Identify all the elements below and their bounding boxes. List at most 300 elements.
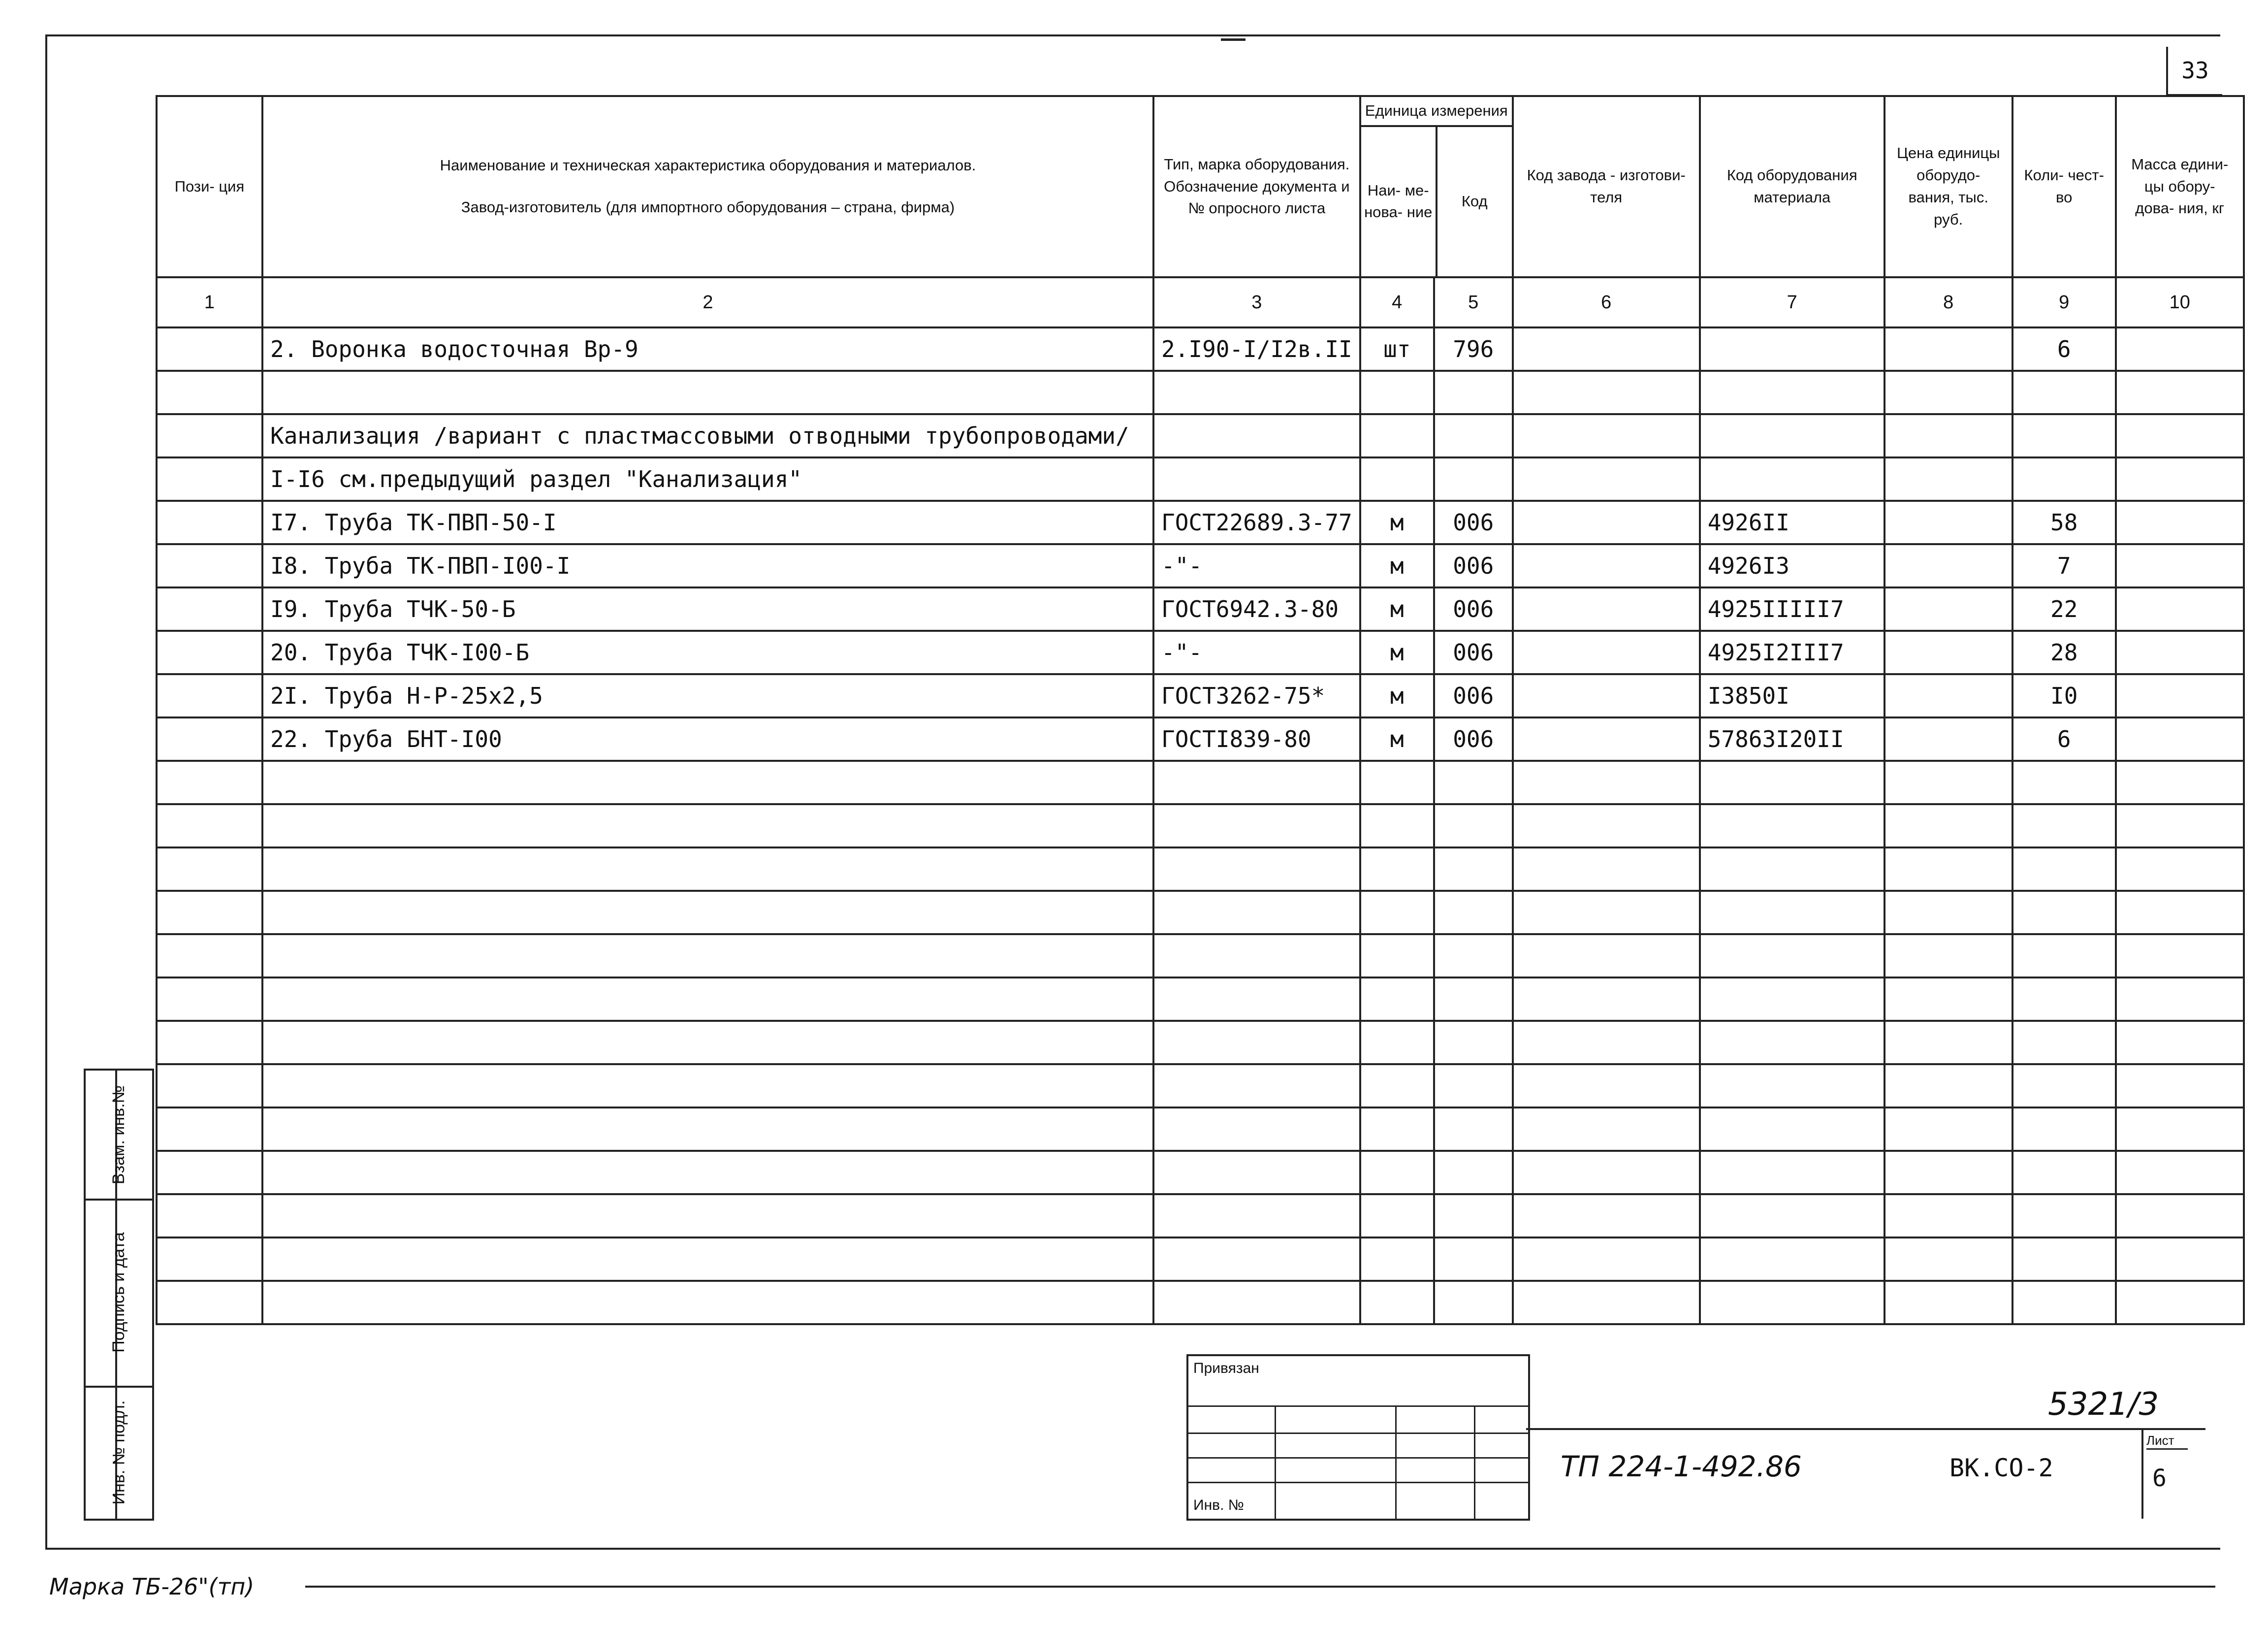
cell-qty [2012,977,2116,1021]
cell-doc: ГОСТ6942.3-80 [1153,587,1360,631]
cell-mass [2116,977,2244,1021]
cell-price [1885,1064,2012,1107]
cell-unit [1360,457,1434,501]
cell-pos [157,977,262,1021]
cell-equip-code [1700,1281,1885,1324]
cell-qty [2012,457,2116,501]
cell-plant-code [1513,631,1700,674]
cell-qty: 7 [2012,544,2116,587]
header-quantity: Коли- чест- во [2012,96,2116,277]
cell-pos [157,501,262,544]
cell-pos [157,1194,262,1237]
cell-unit: м [1360,717,1434,761]
cell-equip-code: I3850I [1700,674,1885,717]
cell-price [1885,371,2012,414]
cell-doc [1153,1107,1360,1151]
top-dash-mark [1221,38,1246,41]
cell-plant-code [1513,1064,1700,1107]
cell-equip-code: 4926I3 [1700,544,1885,587]
cell-doc [1153,804,1360,847]
table-row [157,501,2244,544]
sheet-box [2141,1430,2191,1519]
cell-pos [157,891,262,934]
cell-price [1885,1021,2012,1064]
cell-mass [2116,1237,2244,1281]
cell-doc [1153,934,1360,977]
cell-price [1885,457,2012,501]
cell-unit-code [1434,1064,1513,1107]
cell-equip-code [1700,804,1885,847]
blank-row [157,891,2244,934]
cell-unit [1360,1194,1434,1237]
cell-price [1885,1151,2012,1194]
cell-plant-code [1513,1107,1700,1151]
cell-unit-code [1434,414,1513,457]
cell-doc: ГОСТ22689.3-77 [1153,501,1360,544]
cell-unit [1360,1107,1434,1151]
column-number: 10 [2116,277,2244,327]
cell-unit-code [1434,1107,1513,1151]
cell-price [1885,804,2012,847]
blank-row [157,761,2244,804]
table-row [157,674,2244,717]
cell-unit-code [1434,804,1513,847]
side-label-inv-original: Инв. № подл. [109,1400,128,1504]
cell-plant-code [1513,934,1700,977]
cell-equip-code: 4925IIIII7 [1700,587,1885,631]
format-mark: Марка ТБ-26"(тп) [49,1573,255,1600]
blank-row [157,1021,2244,1064]
cell-unit [1360,761,1434,804]
cell-doc [1153,1064,1360,1107]
cell-plant-code [1513,501,1700,544]
cell-qty [2012,1151,2116,1194]
blank-row [157,1107,2244,1151]
cell-price [1885,1194,2012,1237]
cell-plant-code [1513,977,1700,1021]
cell-doc [1153,1281,1360,1324]
cell-price [1885,891,2012,934]
cell-mass [2116,544,2244,587]
cell-plant-code [1513,804,1700,847]
cell-name [262,977,1153,1021]
cell-name [262,1281,1153,1324]
cell-pos [157,371,262,414]
cell-unit [1360,1237,1434,1281]
header-unit-name: Наи- ме- нова- ние [1361,127,1437,276]
cell-pos [157,544,262,587]
cell-doc [1153,891,1360,934]
cell-equip-code [1700,934,1885,977]
cell-pos [157,717,262,761]
cell-unit-code [1434,847,1513,891]
cell-mass [2116,414,2244,457]
cell-doc [1153,1021,1360,1064]
cell-unit-code [1434,891,1513,934]
cell-name [262,1151,1153,1194]
cell-qty [2012,847,2116,891]
cell-mass [2116,717,2244,761]
cell-doc [1153,457,1360,501]
cell-unit-code: 796 [1434,327,1513,371]
table-row [157,717,2244,761]
header-row [157,96,2244,277]
inventory-number: 5321/3 [2048,1386,2159,1423]
cell-qty [2012,761,2116,804]
cell-pos [157,1107,262,1151]
cell-mass [2116,934,2244,977]
cell-plant-code [1513,544,1700,587]
header-name [262,96,1153,277]
cell-name: 2. Воронка водосточная Вр-9 [262,327,1153,371]
cell-unit: шт [1360,327,1434,371]
cell-unit-code [1434,1237,1513,1281]
cell-name [262,804,1153,847]
cell-mass [2116,327,2244,371]
cell-qty [2012,1021,2116,1064]
cell-mass [2116,1281,2244,1324]
header-unit-code: Код [1461,193,1488,210]
cell-name: I8. Труба ТК-ПВП-I00-I [262,544,1153,587]
cell-doc [1153,414,1360,457]
cell-name [262,847,1153,891]
cell-doc [1153,1194,1360,1237]
side-label-replace-inv: Взам. инв.№ [109,1085,128,1184]
blank-row [157,1064,2244,1107]
cell-plant-code [1513,674,1700,717]
page-number: 33 [2166,47,2222,96]
cell-price [1885,761,2012,804]
cell-pos [157,1021,262,1064]
cell-unit-code: 006 [1434,631,1513,674]
cell-unit-code [1434,934,1513,977]
cell-plant-code [1513,327,1700,371]
cell-mass [2116,1107,2244,1151]
cell-price [1885,1107,2012,1151]
cell-name: 2I. Труба Н-Р-25х2,5 [262,674,1153,717]
column-number: 1 [157,277,262,327]
table-row [157,631,2244,674]
cell-unit-code: 006 [1434,674,1513,717]
cell-price [1885,847,2012,891]
cell-name [262,1107,1153,1151]
side-cell-inv [86,1386,152,1519]
cell-plant-code [1513,1281,1700,1324]
cell-unit-code [1434,457,1513,501]
cell-qty [2012,371,2116,414]
cell-equip-code [1700,977,1885,1021]
cell-doc [1153,977,1360,1021]
cell-price [1885,544,2012,587]
cell-qty [2012,891,2116,934]
column-number-row [157,277,2244,327]
cell-unit [1360,414,1434,457]
cell-equip-code [1700,1064,1885,1107]
blank-row [157,1194,2244,1237]
cell-pos [157,804,262,847]
cell-name: I9. Труба ТЧК-50-Б [262,587,1153,631]
header-name-line1: Наименование и техническая характеристика оборудования и материалов. [440,157,976,174]
cell-plant-code [1513,891,1700,934]
cell-mass [2116,891,2244,934]
cell-unit: м [1360,587,1434,631]
cell-qty [2012,934,2116,977]
column-number: 4 [1360,277,1434,327]
cell-plant-code [1513,1021,1700,1064]
sheet-code: ВК.СО-2 [1949,1454,2053,1482]
cell-name: Канализация /вариант с пластмассовыми отводными трубопроводами/ [262,414,1153,457]
cell-doc: -"- [1153,631,1360,674]
header-position: Пози- ция [157,96,262,277]
side-approval-strip [84,1069,154,1521]
cell-pos [157,1151,262,1194]
blank-row [157,804,2244,847]
cell-unit [1360,1151,1434,1194]
specification-table [156,95,2245,1325]
cell-name [262,891,1153,934]
cell-price [1885,674,2012,717]
cell-doc [1153,761,1360,804]
cell-pos [157,1281,262,1324]
cell-unit [1360,1064,1434,1107]
cell-name: 20. Труба ТЧК-I00-Б [262,631,1153,674]
table-row [157,544,2244,587]
cell-mass [2116,1151,2244,1194]
cell-plant-code [1513,371,1700,414]
cell-unit [1360,1281,1434,1324]
cell-equip-code [1700,761,1885,804]
stamp-checked-label: Привязан [1193,1360,1259,1376]
cell-unit [1360,371,1434,414]
cell-price [1885,1237,2012,1281]
cell-plant-code [1513,587,1700,631]
cell-name [262,1194,1153,1237]
blank-row [157,934,2244,977]
cell-pos [157,414,262,457]
cell-equip-code [1700,847,1885,891]
cell-price [1885,414,2012,457]
column-number: 2 [262,277,1153,327]
header-price: Цена единицы оборудо- вания, тыс. руб. [1885,96,2012,277]
cell-doc [1153,1237,1360,1281]
cell-unit [1360,804,1434,847]
cell-equip-code [1700,371,1885,414]
cell-price [1885,934,2012,977]
cell-name [262,1064,1153,1107]
cell-doc: 2.I90-I/I2в.II [1153,327,1360,371]
header-name-line2: Завод-изготовитель (для импортного оборудования – страна, фирма) [461,198,955,216]
cell-unit-code [1434,1281,1513,1324]
cell-doc [1153,847,1360,891]
frame-left-line [45,34,47,1549]
cell-equip-code [1700,1021,1885,1064]
cell-price [1885,717,2012,761]
blank-row [157,1237,2244,1281]
column-number: 5 [1434,277,1513,327]
sheet-label: Лист [2146,1433,2188,1450]
table-row [157,457,2244,501]
cell-doc: ГОСТ3262-75* [1153,674,1360,717]
cell-pos [157,934,262,977]
cell-plant-code [1513,414,1700,457]
cell-price [1885,631,2012,674]
cell-qty [2012,1107,2116,1151]
cell-plant-code [1513,847,1700,891]
cell-qty: 58 [2012,501,2116,544]
cell-equip-code [1700,457,1885,501]
cell-price [1885,327,2012,371]
table-row [157,327,2244,371]
cell-equip-code [1700,1151,1885,1194]
cell-unit-code: 006 [1434,544,1513,587]
cell-equip-code [1700,414,1885,457]
column-number: 6 [1513,277,1700,327]
cell-doc: -"- [1153,544,1360,587]
cell-unit-code: 006 [1434,717,1513,761]
cell-pos [157,631,262,674]
document-code: ТП 224-1-492.86 [1561,1450,1802,1483]
cell-mass [2116,1194,2244,1237]
cell-equip-code [1700,1194,1885,1237]
blank-row [157,1281,2244,1324]
cell-unit [1360,1021,1434,1064]
cell-unit: м [1360,544,1434,587]
cell-unit: м [1360,501,1434,544]
cell-price [1885,977,2012,1021]
cell-unit-code [1434,1194,1513,1237]
column-number: 7 [1700,277,1885,327]
cell-unit [1360,977,1434,1021]
cell-pos [157,761,262,804]
cell-equip-code [1700,327,1885,371]
cell-name: I7. Труба ТК-ПВП-50-I [262,501,1153,544]
cell-plant-code [1513,457,1700,501]
frame-top-line [45,34,2220,36]
header-unit-group [1360,96,1513,277]
cell-mass [2116,804,2244,847]
blank-row [157,977,2244,1021]
cell-unit-code [1434,977,1513,1021]
cell-qty [2012,804,2116,847]
cell-qty: 22 [2012,587,2116,631]
blank-row [157,1151,2244,1194]
cell-unit: м [1360,631,1434,674]
cell-mass [2116,847,2244,891]
cell-qty [2012,1237,2116,1281]
cell-mass [2116,587,2244,631]
cell-unit-code [1434,371,1513,414]
stamp-inv-label: Инв. № [1193,1497,1244,1513]
cell-mass [2116,1064,2244,1107]
cell-pos [157,847,262,891]
table-row [157,414,2244,457]
header-equipment-code: Код оборудования материала [1700,96,1885,277]
side-cell-signature [86,1199,152,1388]
cell-equip-code [1700,1237,1885,1281]
side-cell-replace [86,1071,152,1201]
cell-doc [1153,1151,1360,1194]
cell-name: 22. Труба БНТ-I00 [262,717,1153,761]
cell-unit [1360,891,1434,934]
side-label-signature-date: Подпись и дата [109,1232,128,1353]
cell-equip-code: 4925I2III7 [1700,631,1885,674]
cell-mass [2116,631,2244,674]
cell-plant-code [1513,1194,1700,1237]
table-row [157,371,2244,414]
title-block [1526,1428,2205,1519]
cell-price [1885,501,2012,544]
cell-unit-code [1434,1021,1513,1064]
cell-mass [2116,457,2244,501]
cell-doc [1153,371,1360,414]
cell-name [262,1237,1153,1281]
cell-doc: ГОСТI839-80 [1153,717,1360,761]
cell-unit: м [1360,674,1434,717]
cell-pos [157,587,262,631]
table-row [157,587,2244,631]
cell-pos [157,1064,262,1107]
header-mass: Масса едини- цы обору- дова- ния, кг [2116,96,2244,277]
cell-equip-code [1700,1107,1885,1151]
cell-pos [157,674,262,717]
cell-plant-code [1513,717,1700,761]
column-number: 9 [2012,277,2116,327]
cell-name [262,761,1153,804]
bottom-rule [305,1586,2215,1588]
cell-mass [2116,761,2244,804]
sheet-number: 6 [2152,1465,2167,1492]
column-number: 3 [1153,277,1360,327]
cell-plant-code [1513,1151,1700,1194]
cell-qty: I0 [2012,674,2116,717]
header-plant-code: Код завода - изготови- теля [1513,96,1700,277]
cell-plant-code [1513,1237,1700,1281]
cell-unit-code: 006 [1434,587,1513,631]
cell-name: I-I6 см.предыдущий раздел "Канализация" [262,457,1153,501]
cell-pos [157,327,262,371]
cell-unit-code [1434,761,1513,804]
cell-price [1885,1281,2012,1324]
cell-unit-code: 006 [1434,501,1513,544]
binding-stamp [1186,1354,1530,1521]
cell-plant-code [1513,761,1700,804]
cell-mass [2116,674,2244,717]
cell-name [262,371,1153,414]
cell-mass [2116,1021,2244,1064]
cell-mass [2116,501,2244,544]
frame-bottom-line [45,1548,2220,1550]
cell-equip-code: 57863I20II [1700,717,1885,761]
cell-qty [2012,1064,2116,1107]
header-unit-title: Единица измерения [1361,97,1512,127]
column-number: 8 [1885,277,2012,327]
cell-qty: 6 [2012,327,2116,371]
cell-unit [1360,847,1434,891]
cell-qty [2012,414,2116,457]
cell-qty: 6 [2012,717,2116,761]
cell-mass [2116,371,2244,414]
cell-qty [2012,1194,2116,1237]
cell-equip-code [1700,891,1885,934]
cell-pos [157,1237,262,1281]
cell-equip-code: 4926II [1700,501,1885,544]
header-type: Тип, марка оборудования. Обозначение документа и № опросного листа [1153,96,1360,277]
cell-unit-code [1434,1151,1513,1194]
cell-name [262,1021,1153,1064]
cell-qty: 28 [2012,631,2116,674]
cell-pos [157,457,262,501]
cell-name [262,934,1153,977]
